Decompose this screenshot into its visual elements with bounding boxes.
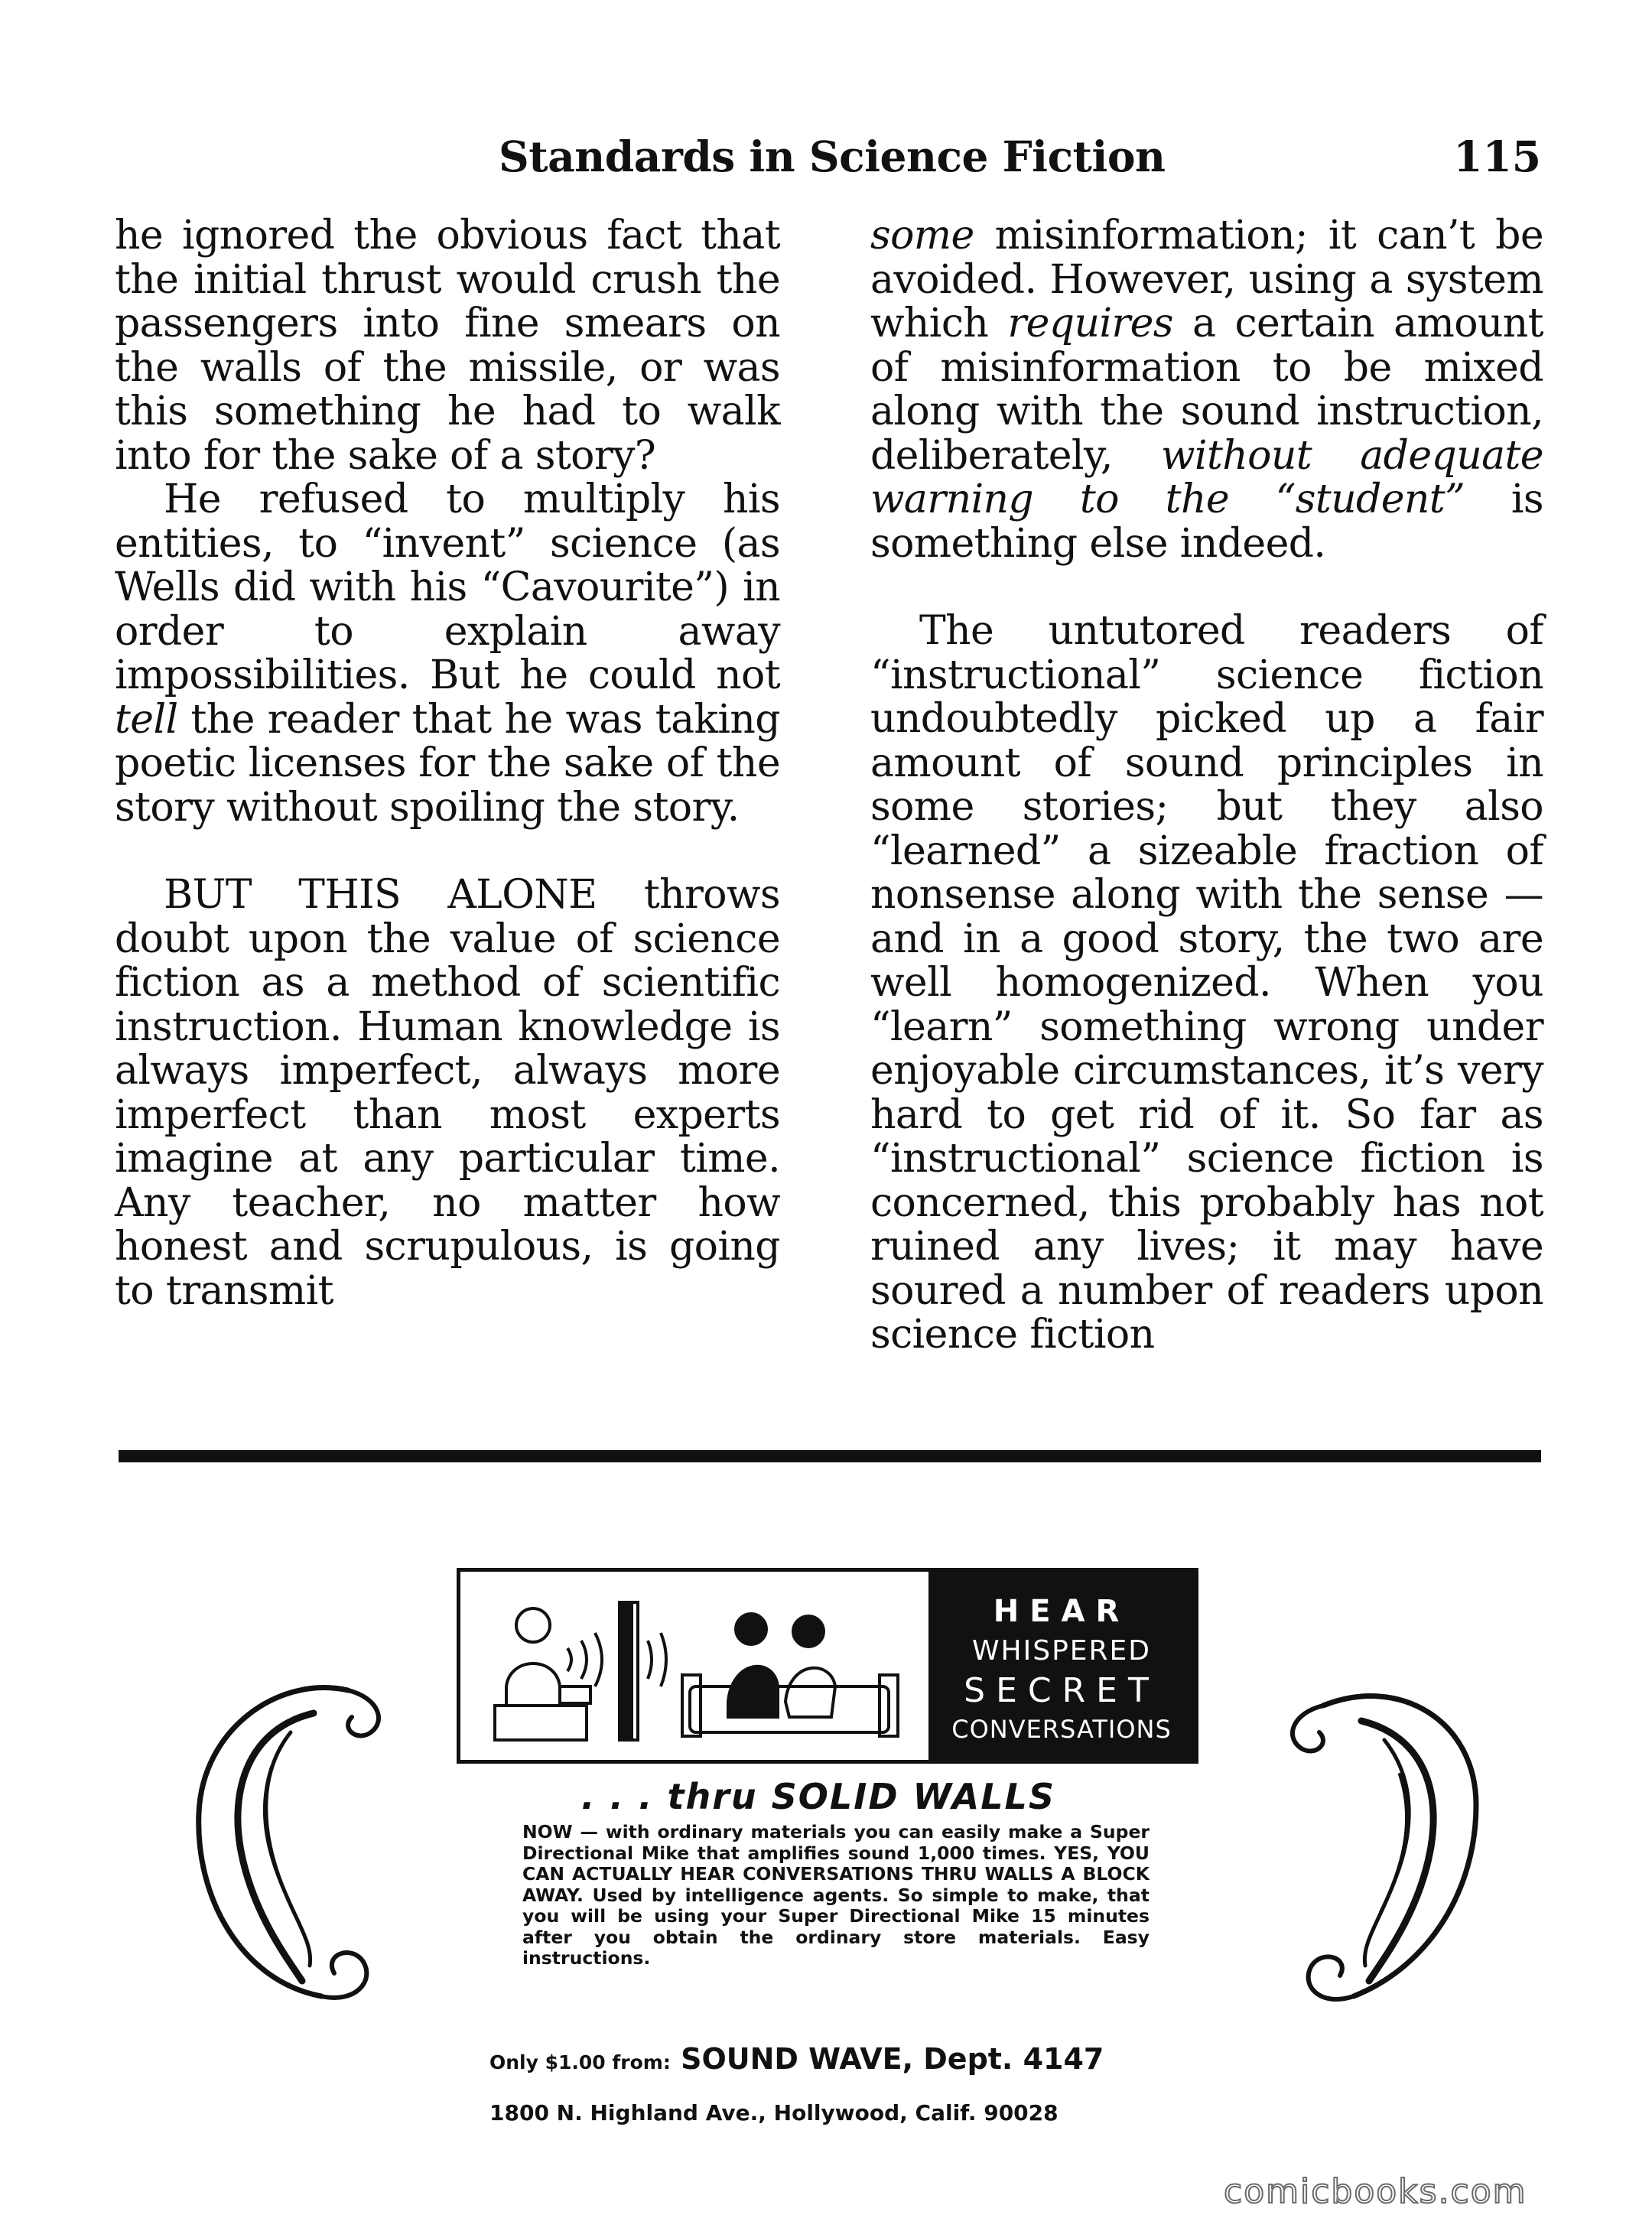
running-header xyxy=(115,132,1541,185)
paragraph-5: The untutored readers of “instructional” science fiction undoubtedly picked up a fair amount of sound principles in some stories; but they also “learned” a sizeable fraction of nonsense along with the sense — and in a good story, the two are well homogenized. When you “learn” something wrong under enjoyable circumstances, it’s very hard to get rid of it. So far as “instructional” science fiction is concerned, this probably has not ruined any lives; it may have soured a number of readers upon science fiction xyxy=(870,608,1543,1358)
paragraph-3: BUT THIS ALONE throws doubt upon the value of science fiction as a method of scientific instruction. Human knowledge is always imperfect, always more imperfect than most experts imagine at any particular time. Any teacher, no matter how honest and scrupulous, is going to transmit xyxy=(115,872,780,1314)
section-divider xyxy=(119,1450,1541,1462)
right-column xyxy=(870,214,1543,1358)
banner-whispered: WHISPERED xyxy=(971,1635,1152,1667)
ear-ornament-right-icon xyxy=(1270,1660,1507,2027)
left-column xyxy=(115,214,780,1313)
paragraph-1: he ignored the obvious fact that the initial thrust would crush the passengers into fine smears on the walls of the missile, or was this something he had to walk into for the sake of a story? xyxy=(115,213,780,479)
running-title: Standards in Science Fiction xyxy=(499,132,1166,181)
paragraph-4-text-b: a certain amount of misinformation to be mixed along with the sound instruction, deliberately, xyxy=(870,301,1543,479)
paragraph-4-text-c: is something else indeed. xyxy=(870,476,1543,567)
advertisement xyxy=(0,1560,1652,2142)
paragraph-4-text-a: misinformation; it can’t be avoided. However, using a system which xyxy=(870,213,1543,346)
ad-headline: . . . thru SOLID WALLS xyxy=(581,1776,1055,1817)
ad-price: Only $1.00 from: xyxy=(489,2051,671,2073)
paragraph-4-emphasis-1: some xyxy=(870,213,974,259)
banner-secret: SECRET xyxy=(964,1671,1159,1710)
ad-body: NOW — with ordinary materials you can easily make a Super Directional Mike that amplifies sound 1,000 times. YES, YOU CAN ACTUALLY HEAR CONVERSATIONS THRU WALLS A BLOCK AWAY. Used by intelligence agents. So simple to make, that you will be using your Super Directional Mike 15 minutes after you obtain the ordinary store materials. Easy instructions. xyxy=(522,1821,1150,1969)
ear-ornament-left-icon xyxy=(157,1660,409,2027)
ad-address: 1800 N. Highland Ave., Hollywood, Calif. 90028 xyxy=(489,2100,1059,2125)
paragraph-2 xyxy=(115,478,780,830)
paragraph-2-text-b: the reader that he was taking poetic licenses for the sake of the story without spoiling the story. xyxy=(115,696,780,831)
paragraph-4-emphasis-3: without adequate warning to the “student” xyxy=(870,432,1543,522)
paragraph-2-text-a: He refused to multiply his entities, to “invent” science (as Wells did with his “Cavourite”) in order to explain away impossibilities. But he could not xyxy=(115,476,780,698)
banner-conversations: CONVERSATIONS xyxy=(951,1715,1172,1744)
ad-order-line xyxy=(489,2042,1178,2076)
watermark: comicbooks.com xyxy=(1224,2172,1527,2211)
ad-company: SOUND WAVE, Dept. 4147 xyxy=(670,2042,1104,2076)
paragraph-2-emphasis: tell xyxy=(115,696,178,743)
banner-headline-panel xyxy=(928,1572,1195,1760)
eavesdropping-illustration-icon xyxy=(460,1572,928,1760)
page-number: 115 xyxy=(1453,132,1541,181)
banner-hear: HEAR xyxy=(993,1594,1130,1629)
paragraph-4-emphasis-2: requires xyxy=(1007,301,1173,346)
paragraph-4 xyxy=(870,214,1543,566)
ad-banner xyxy=(457,1568,1198,1764)
